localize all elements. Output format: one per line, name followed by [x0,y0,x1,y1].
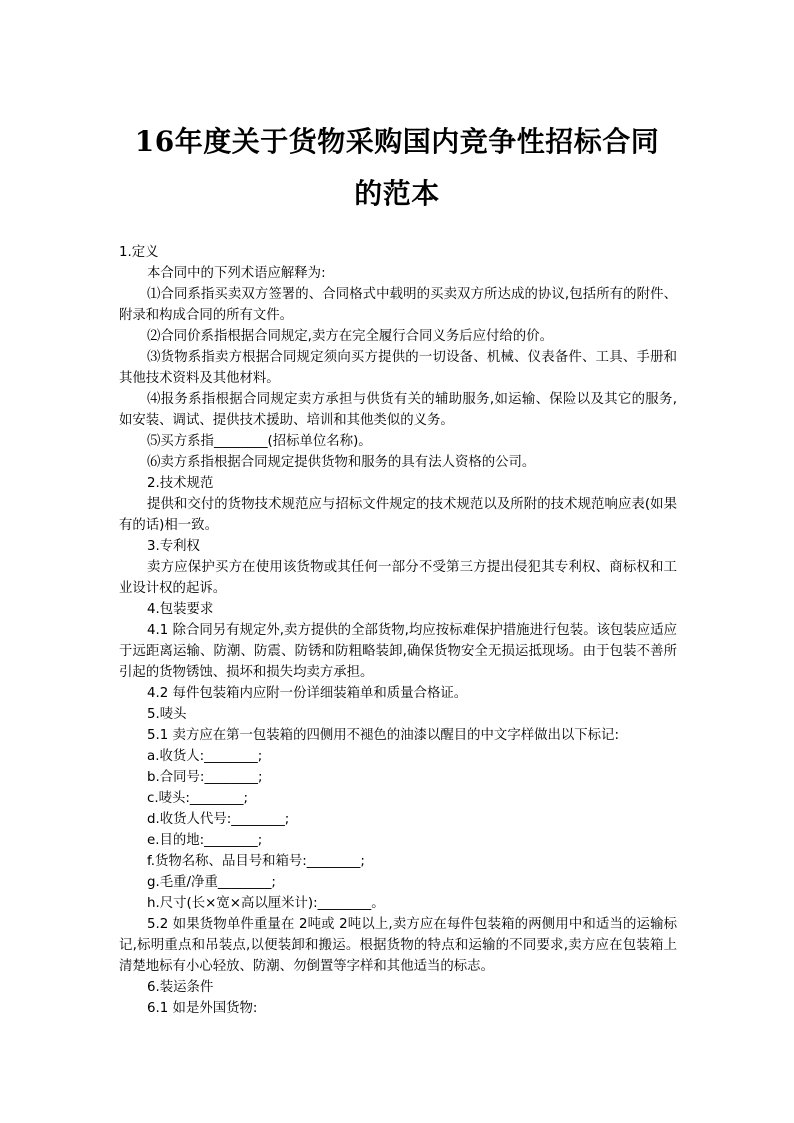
document-title-line-2: 的范本 [354,177,440,210]
paragraph: 4.1 除合同另有规定外,卖方提供的全部货物,均应按标难保护措施进行包装。该包装应适应于远距离运输、防潮、防震、防锈和防粗略装卸,确保货物安全无损运抵现场。由于包装不善所引起的货物锈蚀、损坏和损失均卖方承担。 [119,623,677,680]
paragraph: 4.2 每件包装箱内应附一份详细装箱单和质量合格证。 [147,686,468,701]
list-item: h.尺寸(长×宽×高以厘米计):________。 [147,896,385,911]
paragraph: 提供和交付的货物技术规范应与招标文件规定的技术规范以及所附的技术规范响应表(如果有的话)相一致。 [119,497,677,533]
list-item: a.收货人:________; [147,749,263,764]
paragraph: ⑸买方系指________(招标单位名称)。 [147,434,372,449]
paragraph: ⑶货物系指卖方根据合同规定须向买方提供的一切设备、机械、仪表备件、工具、手册和其他技术资料及其他材料。 [119,350,677,386]
section-heading: 1.定义 [119,245,159,260]
section-heading: 6.装运条件 [147,980,214,995]
list-item: d.收货人代号:________; [147,812,290,827]
section-heading: 2.技术规范 [147,476,214,491]
paragraph: 本合同中的下列术语应解释为: [147,266,326,281]
list-item: f.货物名称、品目号和箱号:________; [147,854,365,869]
list-item: b.合同号:________; [147,770,263,785]
paragraph: 6.1 如是外国货物: [147,1001,258,1016]
paragraph: 5.1 卖方应在第一包装箱的四侧用不褪色的油漆以醒目的中文字样做出以下标记: [147,728,619,743]
paragraph: ⑷报务系指根据合同规定卖方承担与供货有关的辅助服务,如运输、保险以及其它的服务,如安装、调试、提供技术援助、培训和其他类似的义务。 [119,392,677,428]
list-item: c.唛头:________; [147,791,248,806]
paragraph: ⑵合同价系指根据合同规定,卖方在完全履行合同义务后应付给的价。 [147,329,553,344]
section-heading: 4.包装要求 [147,602,214,617]
section-heading: 3.专利权 [147,539,200,554]
paragraph: 卖方应保护买方在使用该货物或其任何一部分不受第三方提出侵犯其专利权、商标权和工业设计权的起诉。 [119,560,677,596]
paragraph: ⑴合同系指买卖双方签署的、合同格式中载明的买卖双方所达成的协议,包括所有的附件、附录和构成合同的所有文件。 [119,287,677,323]
list-item: g.毛重/净重________; [147,875,276,890]
document-body [119,242,677,1019]
list-item: e.目的地:________; [147,833,263,848]
paragraph: 5.2 如果货物单件重量在 2吨或 2吨以上,卖方应在每件包装箱的两侧用中和适当的运输标记,标明重点和吊装点,以便装卸和搬运。根据货物的特点和运输的不同要求,卖方应在包装箱上清楚地标有小心轻放、防潮、勿倒置等字样和其他适当的标志。 [119,917,677,974]
section-heading: 5.唛头 [147,707,187,722]
document-title-line-1: 16年度关于货物采购国内竞争性招标合同 [134,125,660,158]
paragraph: ⑹卖方系指根据合同规定提供货物和服务的具有法人资格的公司。 [147,455,536,470]
